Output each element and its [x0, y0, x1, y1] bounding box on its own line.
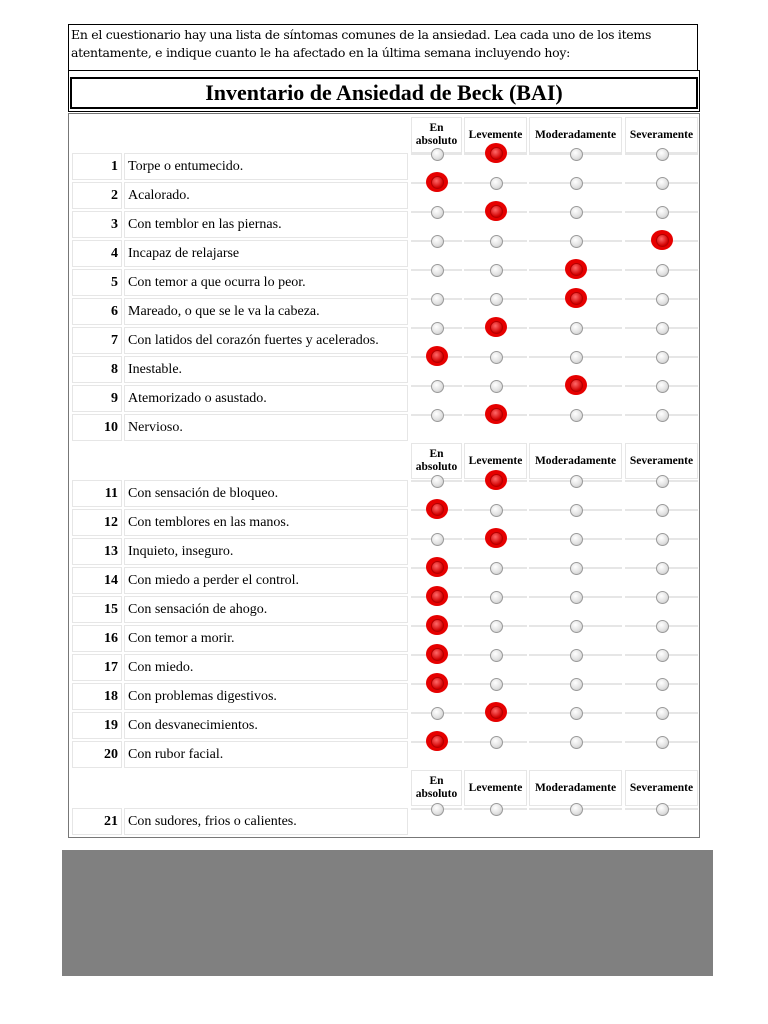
option-cell — [411, 712, 462, 714]
radio-button[interactable] — [490, 205, 503, 218]
question-number: 4 — [72, 240, 122, 267]
radio-button[interactable] — [490, 177, 503, 190]
question-row — [69, 509, 699, 536]
question-text: Inestable. — [124, 356, 408, 383]
radio-button[interactable] — [656, 803, 669, 816]
option-cell — [464, 240, 527, 242]
radio-button[interactable] — [570, 292, 583, 305]
column-header-3: Severamente — [625, 770, 698, 806]
question-number: 2 — [72, 182, 122, 209]
option-cell — [625, 356, 698, 358]
question-row — [69, 480, 699, 507]
question-row — [69, 654, 699, 681]
red-selection-mark — [485, 201, 507, 221]
radio-button[interactable] — [490, 532, 503, 545]
question-number: 10 — [72, 414, 122, 441]
option-cell — [529, 683, 622, 685]
question-number: 16 — [72, 625, 122, 652]
radio-button[interactable] — [490, 591, 503, 604]
column-header-0: En absoluto — [411, 770, 462, 806]
radio-button[interactable] — [431, 619, 444, 632]
radio-button[interactable] — [490, 235, 503, 248]
question-row — [69, 385, 699, 412]
option-cell — [529, 327, 622, 329]
radio-button[interactable] — [656, 591, 669, 604]
radio-button[interactable] — [431, 148, 444, 161]
radio-button[interactable] — [656, 562, 669, 575]
question-text: Torpe o entumecido. — [124, 153, 408, 180]
option-cell — [464, 741, 527, 743]
question-text: Con temor a que ocurra lo peor. — [124, 269, 408, 296]
option-cell — [529, 385, 622, 387]
radio-button[interactable] — [570, 803, 583, 816]
question-text: Con temor a morir. — [124, 625, 408, 652]
question-text: Con desvanecimientos. — [124, 712, 408, 739]
red-selection-mark — [565, 288, 587, 308]
radio-button[interactable] — [490, 264, 503, 277]
question-row — [69, 596, 699, 623]
option-cell — [411, 596, 462, 598]
question-row — [69, 712, 699, 739]
option-cell — [411, 385, 462, 387]
option-cell — [411, 567, 462, 569]
radio-button[interactable] — [490, 562, 503, 575]
radio-button[interactable] — [656, 322, 669, 335]
radio-button[interactable] — [490, 321, 503, 334]
option-cell — [464, 327, 527, 329]
red-selection-mark — [426, 644, 448, 664]
radio-button[interactable] — [431, 677, 444, 690]
option-cell — [464, 385, 527, 387]
instructions-text: En el cuestionario hay una lista de síntomas comunes de la ansiedad. Lea cada uno de los items atentamente, e indique cuanto le ha afectado en la última semana incluyendo hoy: — [68, 24, 698, 76]
question-text: Con miedo a perder el control. — [124, 567, 408, 594]
option-cell — [529, 182, 622, 184]
question-number: 14 — [72, 567, 122, 594]
question-number: 13 — [72, 538, 122, 565]
radio-button[interactable] — [431, 590, 444, 603]
question-row — [69, 298, 699, 325]
page-title: Inventario de Ansiedad de Beck (BAI) — [70, 77, 698, 109]
red-selection-mark — [426, 586, 448, 606]
column-header-3: Severamente — [625, 443, 698, 479]
question-number: 7 — [72, 327, 122, 354]
radio-button[interactable] — [570, 475, 583, 488]
option-cell — [464, 298, 527, 300]
option-cell — [464, 808, 527, 810]
question-number: 8 — [72, 356, 122, 383]
question-number: 5 — [72, 269, 122, 296]
option-cell — [464, 625, 527, 627]
question-text: Con temblor en las piernas. — [124, 211, 408, 238]
question-text: Inquieto, inseguro. — [124, 538, 408, 565]
radio-button[interactable] — [490, 408, 503, 421]
option-cell — [411, 298, 462, 300]
radio-button[interactable] — [656, 678, 669, 691]
question-text: Con temblores en las manos. — [124, 509, 408, 536]
radio-button[interactable] — [490, 620, 503, 633]
question-row — [69, 414, 699, 441]
radio-button[interactable] — [570, 148, 583, 161]
option-cell — [625, 385, 698, 387]
radio-button[interactable] — [490, 504, 503, 517]
question-number: 18 — [72, 683, 122, 710]
question-text: Atemorizado o asustado. — [124, 385, 408, 412]
red-selection-mark — [485, 143, 507, 163]
radio-button[interactable] — [431, 409, 444, 422]
option-cell — [411, 240, 462, 242]
option-cell — [625, 683, 698, 685]
radio-button[interactable] — [490, 803, 503, 816]
option-cell — [625, 509, 698, 511]
option-cell — [625, 153, 698, 155]
option-cell — [464, 480, 527, 482]
radio-button[interactable] — [490, 474, 503, 487]
question-text: Con sensación de ahogo. — [124, 596, 408, 623]
option-cell — [529, 741, 622, 743]
radio-button[interactable] — [656, 649, 669, 662]
option-cell — [411, 741, 462, 743]
question-row — [69, 182, 699, 209]
red-selection-mark — [426, 499, 448, 519]
radio-button[interactable] — [490, 380, 503, 393]
radio-button[interactable] — [570, 533, 583, 546]
option-cell — [529, 654, 622, 656]
question-text: Con sensación de bloqueo. — [124, 480, 408, 507]
option-cell — [411, 538, 462, 540]
question-row — [69, 625, 699, 652]
question-row — [69, 240, 699, 267]
radio-button[interactable] — [656, 707, 669, 720]
red-selection-mark — [485, 528, 507, 548]
column-header-row — [69, 443, 699, 479]
question-row — [69, 327, 699, 354]
option-cell — [411, 683, 462, 685]
option-cell — [625, 269, 698, 271]
radio-button[interactable] — [431, 176, 444, 189]
option-cell — [529, 480, 622, 482]
radio-button[interactable] — [570, 206, 583, 219]
option-cell — [464, 567, 527, 569]
question-number: 21 — [72, 808, 122, 835]
option-cell — [464, 712, 527, 714]
column-header-0: En absoluto — [411, 443, 462, 479]
radio-button[interactable] — [570, 591, 583, 604]
option-cell — [464, 153, 527, 155]
red-selection-mark — [426, 172, 448, 192]
radio-button[interactable] — [570, 562, 583, 575]
option-cell — [464, 414, 527, 416]
column-header-1: Levemente — [464, 770, 527, 806]
option-cell — [625, 211, 698, 213]
option-cell — [464, 211, 527, 213]
radio-button[interactable] — [431, 735, 444, 748]
question-row — [69, 538, 699, 565]
radio-button[interactable] — [431, 561, 444, 574]
title-frame — [68, 70, 700, 112]
option-cell — [625, 625, 698, 627]
radio-button[interactable] — [656, 504, 669, 517]
option-cell — [625, 741, 698, 743]
question-row — [69, 356, 699, 383]
option-cell — [464, 596, 527, 598]
option-cell — [529, 269, 622, 271]
question-number: 17 — [72, 654, 122, 681]
radio-button[interactable] — [656, 351, 669, 364]
column-header-1: Levemente — [464, 117, 527, 153]
radio-button[interactable] — [431, 475, 444, 488]
question-text: Con miedo. — [124, 654, 408, 681]
option-cell — [464, 182, 527, 184]
option-cell — [464, 509, 527, 511]
option-cell — [464, 683, 527, 685]
question-text: Con problemas digestivos. — [124, 683, 408, 710]
question-number: 19 — [72, 712, 122, 739]
radio-button[interactable] — [431, 322, 444, 335]
radio-button[interactable] — [656, 148, 669, 161]
question-number: 1 — [72, 153, 122, 180]
option-cell — [464, 538, 527, 540]
option-cell — [529, 414, 622, 416]
radio-button[interactable] — [490, 736, 503, 749]
radio-button[interactable] — [570, 409, 583, 422]
option-cell — [411, 414, 462, 416]
option-cell — [411, 269, 462, 271]
option-cell — [625, 712, 698, 714]
red-selection-mark — [426, 673, 448, 693]
column-header-1: Levemente — [464, 443, 527, 479]
question-row — [69, 683, 699, 710]
radio-button[interactable] — [656, 736, 669, 749]
question-text: Nervioso. — [124, 414, 408, 441]
option-cell — [411, 480, 462, 482]
option-cell — [529, 509, 622, 511]
radio-button[interactable] — [656, 264, 669, 277]
radio-button[interactable] — [656, 293, 669, 306]
option-cell — [529, 625, 622, 627]
column-header-3: Severamente — [625, 117, 698, 153]
option-cell — [625, 414, 698, 416]
option-cell — [625, 808, 698, 810]
question-row — [69, 567, 699, 594]
questionnaire-body — [69, 114, 699, 837]
option-cell — [529, 356, 622, 358]
question-text: Con rubor facial. — [124, 741, 408, 768]
red-selection-mark — [651, 230, 673, 250]
red-selection-mark — [565, 375, 587, 395]
option-cell — [625, 298, 698, 300]
option-cell — [529, 567, 622, 569]
question-number: 9 — [72, 385, 122, 412]
radio-button[interactable] — [431, 533, 444, 546]
option-cell — [529, 298, 622, 300]
radio-button[interactable] — [656, 620, 669, 633]
option-cell — [529, 211, 622, 213]
red-selection-mark — [485, 317, 507, 337]
radio-button[interactable] — [490, 649, 503, 662]
question-row — [69, 269, 699, 296]
option-cell — [529, 240, 622, 242]
option-cell — [464, 654, 527, 656]
radio-button[interactable] — [570, 322, 583, 335]
question-row — [69, 808, 699, 835]
question-text: Acalorado. — [124, 182, 408, 209]
radio-button[interactable] — [431, 235, 444, 248]
radio-button[interactable] — [431, 350, 444, 363]
radio-button[interactable] — [431, 206, 444, 219]
radio-button[interactable] — [656, 206, 669, 219]
column-header-row — [69, 117, 699, 153]
column-header-2: Moderadamente — [529, 770, 622, 806]
option-cell — [411, 327, 462, 329]
option-cell — [464, 356, 527, 358]
radio-button[interactable] — [570, 736, 583, 749]
column-header-2: Moderadamente — [529, 443, 622, 479]
option-cell — [625, 182, 698, 184]
question-row — [69, 741, 699, 768]
question-text: Incapaz de relajarse — [124, 240, 408, 267]
questionnaire-form — [68, 113, 700, 838]
red-selection-mark — [426, 557, 448, 577]
question-number: 11 — [72, 480, 122, 507]
red-selection-mark — [485, 702, 507, 722]
radio-button[interactable] — [431, 803, 444, 816]
radio-button[interactable] — [570, 707, 583, 720]
radio-button[interactable] — [570, 678, 583, 691]
question-number: 15 — [72, 596, 122, 623]
red-selection-mark — [565, 259, 587, 279]
radio-button[interactable] — [490, 147, 503, 160]
option-cell — [529, 808, 622, 810]
red-selection-mark — [485, 470, 507, 490]
radio-button[interactable] — [570, 177, 583, 190]
option-cell — [411, 625, 462, 627]
red-selection-mark — [426, 615, 448, 635]
question-text: Con latidos del corazón fuertes y acelerados. — [124, 327, 408, 354]
column-header-2: Moderadamente — [529, 117, 622, 153]
radio-button[interactable] — [431, 648, 444, 661]
option-cell — [529, 596, 622, 598]
radio-button[interactable] — [656, 409, 669, 422]
radio-button[interactable] — [431, 503, 444, 516]
radio-button[interactable] — [656, 475, 669, 488]
option-cell — [625, 327, 698, 329]
option-cell — [411, 153, 462, 155]
option-cell — [464, 269, 527, 271]
radio-button[interactable] — [490, 293, 503, 306]
question-number: 6 — [72, 298, 122, 325]
option-cell — [411, 356, 462, 358]
radio-button[interactable] — [431, 293, 444, 306]
question-row — [69, 153, 699, 180]
option-cell — [625, 538, 698, 540]
radio-button[interactable] — [490, 351, 503, 364]
radio-button[interactable] — [570, 649, 583, 662]
option-cell — [529, 153, 622, 155]
gray-placeholder-block — [62, 850, 713, 976]
question-number: 12 — [72, 509, 122, 536]
option-cell — [625, 596, 698, 598]
radio-button[interactable] — [656, 380, 669, 393]
option-cell — [625, 567, 698, 569]
column-header-0: En absoluto — [411, 117, 462, 153]
radio-button[interactable] — [656, 533, 669, 546]
option-cell — [411, 654, 462, 656]
option-cell — [411, 808, 462, 810]
radio-button[interactable] — [570, 620, 583, 633]
radio-button[interactable] — [656, 234, 669, 247]
option-cell — [625, 480, 698, 482]
option-cell — [411, 182, 462, 184]
red-selection-mark — [485, 404, 507, 424]
question-number: 20 — [72, 741, 122, 768]
red-selection-mark — [426, 346, 448, 366]
radio-button[interactable] — [570, 263, 583, 276]
option-cell — [625, 654, 698, 656]
column-header-row — [69, 770, 699, 806]
option-cell — [411, 211, 462, 213]
radio-button[interactable] — [490, 678, 503, 691]
radio-button[interactable] — [570, 379, 583, 392]
radio-button[interactable] — [431, 264, 444, 277]
option-cell — [529, 538, 622, 540]
question-row — [69, 211, 699, 238]
question-number: 3 — [72, 211, 122, 238]
radio-button[interactable] — [431, 380, 444, 393]
question-text: Mareado, o que se le va la cabeza. — [124, 298, 408, 325]
radio-button[interactable] — [570, 235, 583, 248]
option-cell — [625, 240, 698, 242]
question-text: Con sudores, frios o calientes. — [124, 808, 408, 835]
option-cell — [529, 712, 622, 714]
radio-button[interactable] — [431, 707, 444, 720]
radio-button[interactable] — [490, 706, 503, 719]
red-selection-mark — [426, 731, 448, 751]
option-cell — [411, 509, 462, 511]
radio-button[interactable] — [570, 504, 583, 517]
radio-button[interactable] — [570, 351, 583, 364]
radio-button[interactable] — [656, 177, 669, 190]
